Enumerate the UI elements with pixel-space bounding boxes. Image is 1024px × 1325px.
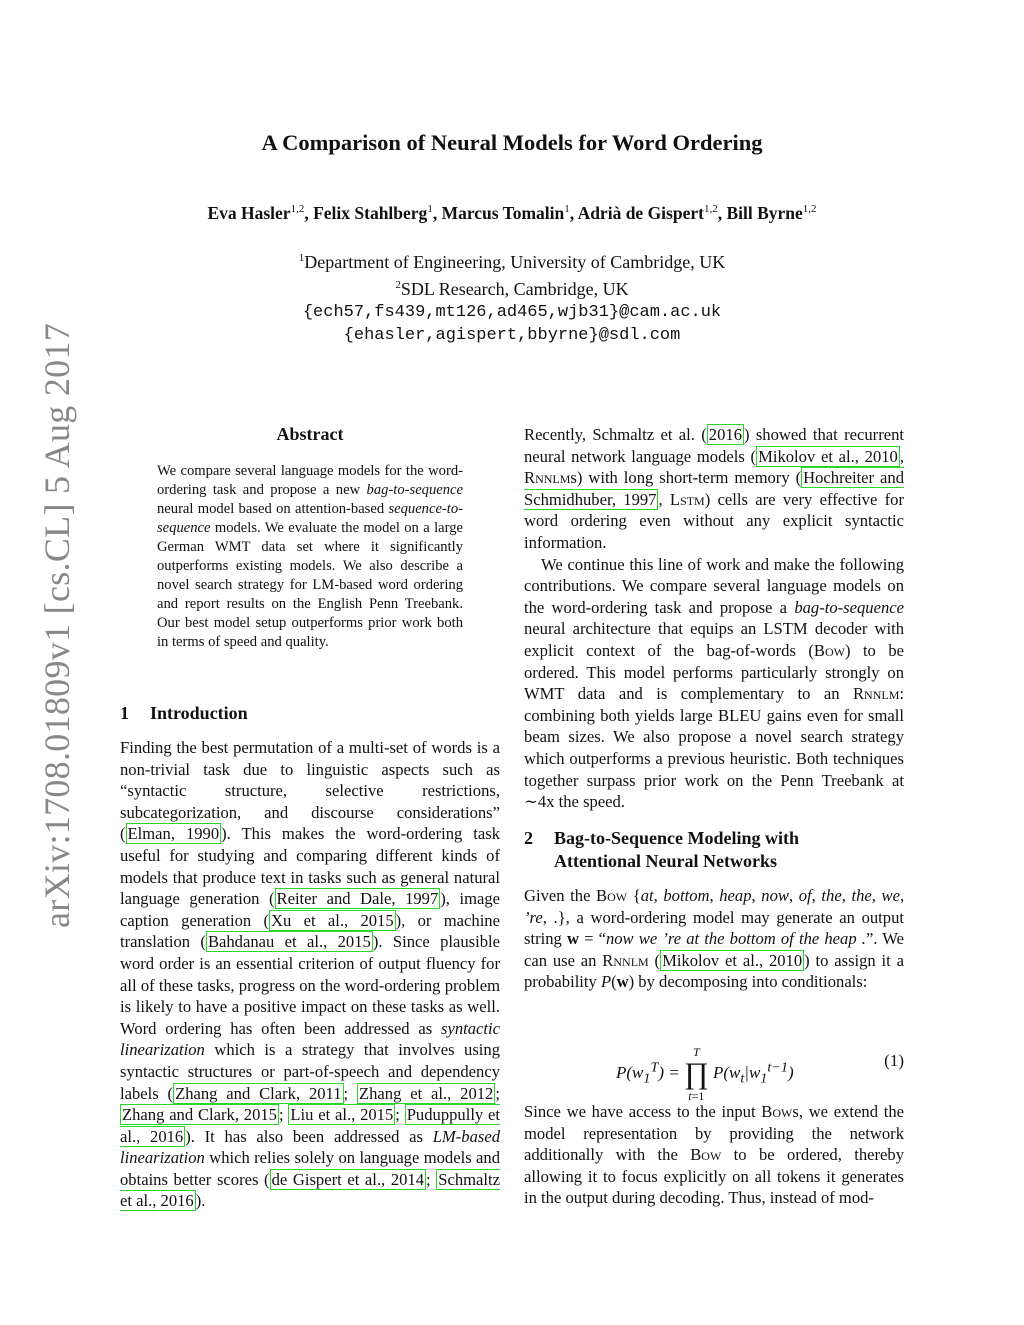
email-line: {ech57,fs439,mt126,ad465,wjb31}@cam.ac.uk: [302, 303, 722, 322]
equation-number: (1): [884, 1051, 904, 1070]
author-affiliation-mark: 1,2: [703, 203, 718, 216]
citation-link[interactable]: Zhang et al., 2012: [359, 1083, 494, 1103]
abstract-text: We compare several language models for the word-ordering task and propose a new bag-to-sequence neural model based on attention-based sequence-to-sequence models. We evaluate the model on a large German WMT data set where it significantly outperforms existing models. We also describe a novel search strategy for LM-based word ordering and report results on the English Penn Treebank. Our best model setup outperforms prior work both in terms of speed and quality.: [157, 463, 463, 650]
author-affiliation-mark: 1,2: [802, 203, 817, 216]
affiliations: [0, 247, 1024, 347]
section-heading: 1 Introduction: [120, 703, 248, 723]
author-list: Eva Hasler$^{1,2}$, Felix Stahlberg$^1$, Marcus Tomalin$^1$, Adrià de Gispert$^{1,2}$, Bill Byrne$^{1,2}$: [207, 203, 817, 223]
author-affiliation-mark: 1,2: [290, 203, 305, 216]
author-name: Eva Hasler: [207, 203, 291, 223]
introduction-text-continued: Recently, Schmaltz et al. ( 2016 ) showed that recurrent neural network language models ( Mikolov et al., 2010 , Rnnlms) with long short-term memory ( Hochreiter and Schmidhuber, 1997 , Lstm) cells are very effective for word ordering even without any explicit syntactic information. We continue this line of work and make the following contributions. We compare several language models on the word-ordering task and propose a bag-to-sequence neural architecture that equips an LSTM decoder with explicit context of the bag-of-words (Bow) to be ordered. This model performs particularly strongly on WMT data and is complementary to an Rnnlm: combining both yields large BLEU gains even for small beam sizes. We also propose a novel search strategy which outperforms a previous heuristic. Both techniques together surpass prior work on the Penn Treebank at ∼4x the speed.: [524, 425, 904, 812]
citation-link[interactable]: Liu et al., 2015: [290, 1105, 394, 1125]
section2-text-continued: Since we have access to the input Bows, we extend the model representation by providing the network additionally with the Bow to be ordered, thereby allowing it to focus explicitly on all tokens it generates in the output during decoding. Thus, instead of mod-: [524, 1102, 904, 1208]
paper-title: A Comparison of Neural Models for Word Ordering: [261, 130, 763, 155]
introduction-text: Finding the best permutation of a multi-set of words is a non-trivial task due to linguistic aspects such as “syntactic structure, selective restrictions, subcategorization, and discourse considerations” ( Elman, 1990 ). This makes the word-ordering task useful for studying and comparing different kinds of models that produce text in tasks such as general natural language generation ( Reiter and Dale, 1997 ), image caption generation ( Xu et al., 2015 ), or machine translation ( Bahdanau et al., 2015 ). Since plausible word order is an essential criterion of output fluency for all of these tasks, progress on the word-ordering problem is likely to have a positive impact on these tasks as well. Word ordering has often been addressed as syntactic linearization which is a strategy that involves using syntactic structures or part-of-speech and dependency labels ( Zhang and Clark, 2011 ; Zhang et al., 2012 ; Zhang and Clark, 2015 ; Liu et al., 2015 ; Puduppully et al., 2016 ). It has also been addressed as LM-based linearization which relies solely on language models and obtains better scores ( de Gispert et al., 2014 ; Schmaltz et al., 2016 ).: [120, 738, 501, 1211]
citation-link[interactable]: Mikolov et al., 2010: [758, 446, 898, 466]
citation-link[interactable]: de Gispert et al., 2014: [271, 1169, 425, 1189]
email-line: {ehasler,agispert,bbyrne}@sdl.com: [343, 326, 681, 345]
author-name: Adrià de Gispert: [577, 203, 704, 223]
equation: [524, 1033, 904, 1103]
citation-link[interactable]: Mikolov et al., 2010: [662, 950, 803, 970]
citation-link[interactable]: Bahdanau et al., 2015: [207, 932, 371, 952]
citation-link[interactable]: Reiter and Dale, 1997: [276, 889, 439, 909]
abstract-heading: Abstract: [276, 424, 344, 444]
citation-link[interactable]: Xu et al., 2015: [271, 910, 394, 930]
affiliation-line: $^1$Department of Engineering, University of Cambridge, UK: [298, 252, 726, 272]
citation-link[interactable]: Hochreiter and Schmidhuber, 1997: [524, 468, 904, 509]
affiliation-line: $^2$SDL Research, Cambridge, UK: [395, 279, 629, 299]
author-name: Bill Byrne: [726, 203, 803, 223]
equation-formula: $P(w_1^T)$ = T ∏ t=1 $P(w_t|w_1^{t-1})$: [616, 1045, 794, 1103]
section-heading: 2 Bag-to-Sequence Modeling with Attentional Neural Networks: [524, 828, 799, 871]
citation-link[interactable]: Elman, 1990: [127, 824, 220, 844]
arxiv-stamp: arXiv:1708.01809v1 [cs.CL] 5 Aug 2017: [37, 322, 77, 928]
section2-text: Given the Bow {at, bottom, heap, now, of, the, the, we, ’re, .}, a word-ordering model may generate an output string w = “now we ’re at the bottom of the heap .”. We can use an Rnnlm ( Mikolov et al., 2010 ) to assign it a probability P(w) by decomposing into conditionals:: [524, 886, 905, 992]
author-affiliation-mark: 1: [427, 203, 433, 216]
citation-link[interactable]: Puduppully et al., 2016: [120, 1105, 501, 1146]
citation-link[interactable]: 2016: [708, 425, 742, 444]
author-name: Felix Stahlberg: [313, 203, 428, 223]
author-name: Marcus Tomalin: [441, 203, 565, 223]
citation-link[interactable]: Schmaltz et al., 2016: [120, 1169, 500, 1211]
citation-link[interactable]: Zhang and Clark, 2015: [122, 1105, 277, 1125]
citation-link[interactable]: Zhang and Clark, 2011: [175, 1083, 342, 1103]
author-affiliation-mark: 1: [564, 203, 570, 216]
